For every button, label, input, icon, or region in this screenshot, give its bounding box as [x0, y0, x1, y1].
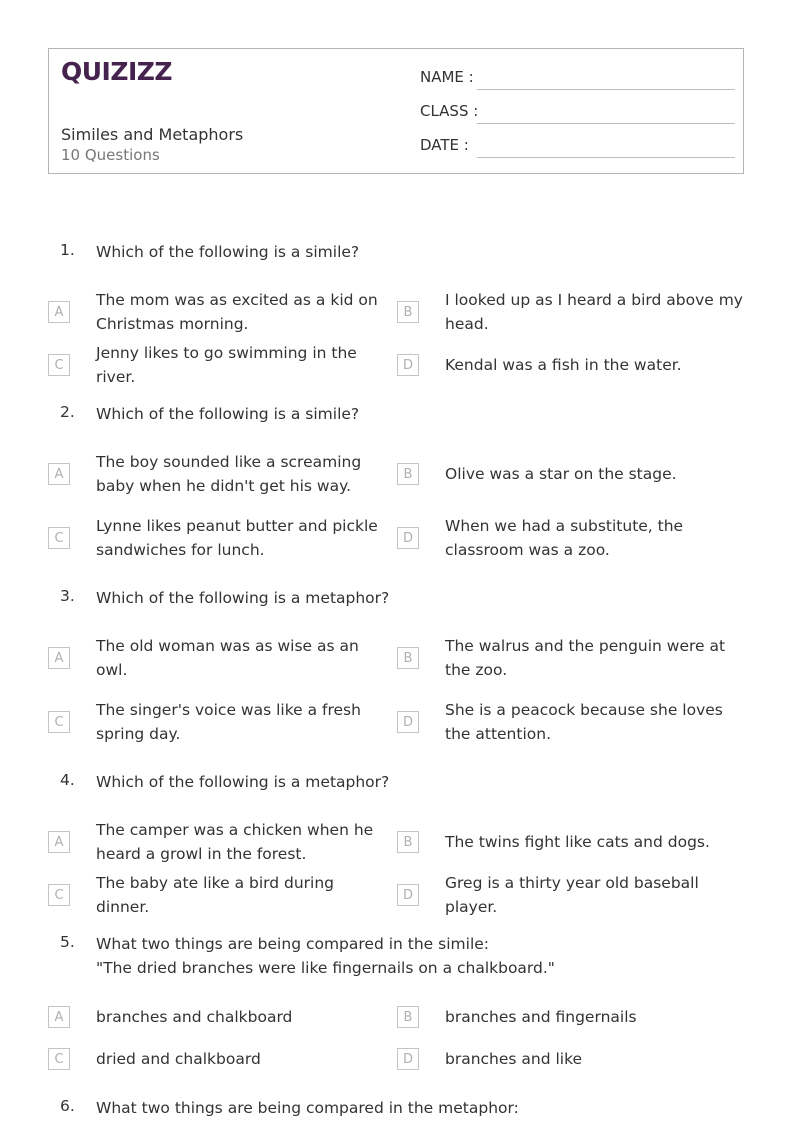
quizizz-logo: QUIZIZZ: [61, 57, 173, 86]
option-letter-box[interactable]: D: [397, 527, 419, 549]
option-text: The twins fight like cats and dogs.: [445, 833, 710, 851]
option-letter-box[interactable]: A: [48, 831, 70, 853]
question-number: 4.: [60, 771, 75, 789]
option-text: branches and like: [445, 1050, 583, 1068]
option-letter-box[interactable]: A: [48, 463, 70, 485]
option-text: I looked up as I heard a bird above my head.: [445, 291, 743, 333]
option-letter-box[interactable]: A: [48, 301, 70, 323]
option-letter-box[interactable]: B: [397, 647, 419, 669]
option-text: branches and chalkboard: [96, 1008, 293, 1026]
option-letter-box[interactable]: B: [397, 301, 419, 323]
option-text: Kendal was a fish in the water.: [445, 356, 682, 374]
question-number: 5.: [60, 933, 75, 951]
question-quote: "The dried branches were like fingernails on a chalkboard.": [96, 959, 555, 977]
question-text: Which of the following is a simile?: [96, 405, 360, 423]
option-text: The boy sounded like a screaming baby when he didn't get his way.: [96, 453, 362, 495]
option-letter-box[interactable]: B: [397, 463, 419, 485]
question-text: Which of the following is a metaphor?: [96, 589, 390, 607]
question-number: 6.: [60, 1097, 75, 1115]
option-letter-box[interactable]: B: [397, 831, 419, 853]
option-text: The singer's voice was like a fresh spring day.: [96, 701, 361, 743]
class-field: [420, 102, 735, 126]
option-text: branches and fingernails: [445, 1008, 637, 1026]
option-letter-box[interactable]: C: [48, 527, 70, 549]
question-count: 10 Questions: [61, 146, 160, 164]
question-text: What two things are being compared in the metaphor:: [96, 1099, 519, 1117]
question-number: 2.: [60, 403, 75, 421]
option-letter-box[interactable]: C: [48, 711, 70, 733]
date-field: [420, 136, 735, 160]
option-text: When we had a substitute, the classroom was a zoo.: [445, 517, 684, 559]
name-field: [420, 68, 735, 92]
option-letter-box[interactable]: C: [48, 354, 70, 376]
option-letter-box[interactable]: C: [48, 1048, 70, 1070]
question-text: Which of the following is a simile?: [96, 243, 360, 261]
question-number: 3.: [60, 587, 75, 605]
option-letter-box[interactable]: D: [397, 711, 419, 733]
option-letter-box[interactable]: D: [397, 884, 419, 906]
name-line: [477, 89, 735, 90]
option-text: The walrus and the penguin were at the zoo.: [445, 637, 726, 679]
name-label: NAME :: [420, 68, 474, 86]
option-letter-box[interactable]: D: [397, 354, 419, 376]
option-text: The mom was as excited as a kid on Christmas morning.: [96, 291, 378, 333]
option-text: Greg is a thirty year old baseball player.: [445, 874, 699, 916]
option-text: She is a peacock because she loves the attention.: [445, 701, 723, 743]
option-letter-box[interactable]: B: [397, 1006, 419, 1028]
option-text: The baby ate like a bird during dinner.: [96, 874, 335, 916]
option-text: dried and chalkboard: [96, 1050, 261, 1068]
date-line: [477, 157, 735, 158]
option-text: Jenny likes to go swimming in the river.: [96, 344, 357, 386]
question-number: 1.: [60, 241, 75, 259]
class-line: [477, 123, 735, 124]
class-label: CLASS :: [420, 102, 479, 120]
worksheet-title: Similes and Metaphors: [61, 125, 244, 144]
worksheet-header: [48, 48, 744, 174]
option-text: The old woman was as wise as an owl.: [96, 637, 359, 679]
option-letter-box[interactable]: D: [397, 1048, 419, 1070]
question-text: What two things are being compared in the simile:: [96, 935, 490, 953]
date-label: DATE :: [420, 136, 469, 154]
option-letter-box[interactable]: C: [48, 884, 70, 906]
question-text: Which of the following is a metaphor?: [96, 773, 390, 791]
option-letter-box[interactable]: A: [48, 1006, 70, 1028]
option-text: Lynne likes peanut butter and pickle sandwiches for lunch.: [96, 517, 378, 559]
option-letter-box[interactable]: A: [48, 647, 70, 669]
option-text: The camper was a chicken when he heard a growl in the forest.: [96, 821, 374, 863]
option-text: Olive was a star on the stage.: [445, 465, 677, 483]
